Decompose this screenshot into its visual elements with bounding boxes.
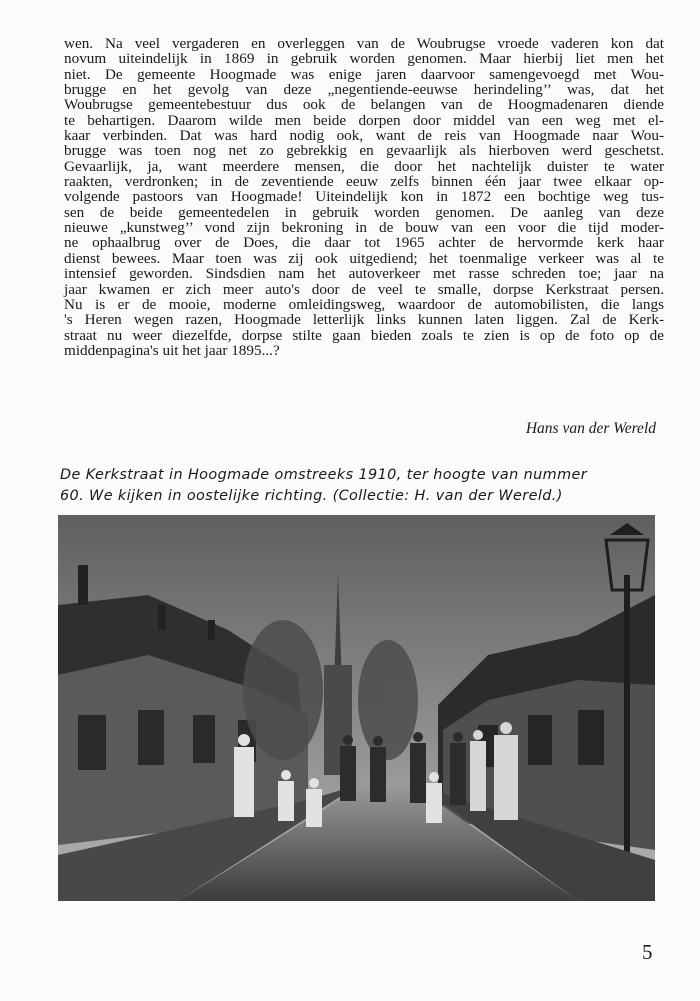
article-line: niet. De gemeente Hoogmade was enige jaren daarvoor samengevoegd met Wou-: [64, 65, 664, 83]
caption-line: 60. We kijken in oostelijke richting. (Collectie: H. van der Wereld.): [60, 488, 563, 504]
article-line: middenpagina's uit het jaar 1895...?: [64, 341, 280, 359]
caption-line: De Kerkstraat in Hoogmade omstreeks 1910, ter hoogte van nummer: [60, 467, 588, 483]
article-body: [64, 36, 664, 358]
article-line: wen. Na veel vergaderen en overleggen van de Woubrugse vroede vaderen kon dat: [64, 35, 664, 52]
photo-caption: [60, 465, 660, 507]
article-line: kaar verbinden. Dat was hard nodig ook, want de reis van Hoogmade naar Wou-: [64, 127, 664, 145]
article-line: brugge was toen nog net zo gebrekkig en gevaarlijk als hierboven werd geschetst.: [64, 142, 664, 160]
article-line: sen de beide gemeentedelen in gebruik worden genomen. De aanleg van deze: [64, 203, 664, 221]
article-line: dienst bewees. Maar toen was zij ook uitgediend; het toenmalige verkeer was al te: [64, 249, 664, 267]
article-line: te behartigen. Daarom wilde men beide dorpen door middel van een weg met el-: [64, 111, 664, 129]
chimney: [78, 565, 88, 605]
article-line: nieuwe „kunstweg’’ vond zijn bekroning in de bouw van een voor die tijd moder-: [64, 219, 664, 237]
street-scene-image: [58, 515, 655, 901]
chimney: [208, 620, 215, 640]
article-line: volgende pastoors van Hoogmade! Uiteindelijk kon in 1872 een bochtige weg tus-: [64, 188, 664, 206]
article-line: Nu is er de mooie, moderne omleidingsweg, waardoor de automobilisten, die langs: [64, 295, 664, 313]
article-line: intensief geworden. Sindsdien nam het autoverkeer met rasse schreden toe; jaar na: [64, 265, 664, 283]
article-line: ne ophaalbrug over de Does, die daar tot 1965 achter de hervormde kerk haar: [64, 234, 664, 252]
article-line: 's Heren wegen razen, Hoogmade letterlijk links kunnen laten liggen. Zal de Kerk-: [64, 311, 664, 329]
historic-street-photo: [58, 515, 655, 901]
article-line: straat nu weer diezelfde, dorpse stilte gaan bieden zoals te zien is op de foto op de: [64, 326, 664, 344]
chimney: [158, 605, 166, 630]
article-line: jaar kwamen er zich meer auto's door de veel te smalle, dorpse Kerkstraat persen.: [64, 280, 664, 298]
page-number: 5: [642, 940, 653, 964]
article-line: novum uiteindelijk in 1869 in gebruik worden genomen. Maar hierbij liet men het: [64, 50, 664, 68]
article-line: brugge en het gevolg van deze „negentiende-eeuwse herindeling’’ was, dat het: [64, 81, 664, 99]
article-line: raakten, verdronken; in de zeventiende eeuw zelfs binnen één jaar twee elkaar op-: [64, 173, 664, 191]
article-line: Gevaarlijk, ja, want meerdere mensen, die door het nachtelijk duister te water: [64, 157, 664, 175]
author-signature: Hans van der Wereld: [525, 420, 656, 437]
article-line: Woubrugse gemeentebestuur dus ook de belangen van de Hoogmadenaren diende: [64, 96, 664, 114]
